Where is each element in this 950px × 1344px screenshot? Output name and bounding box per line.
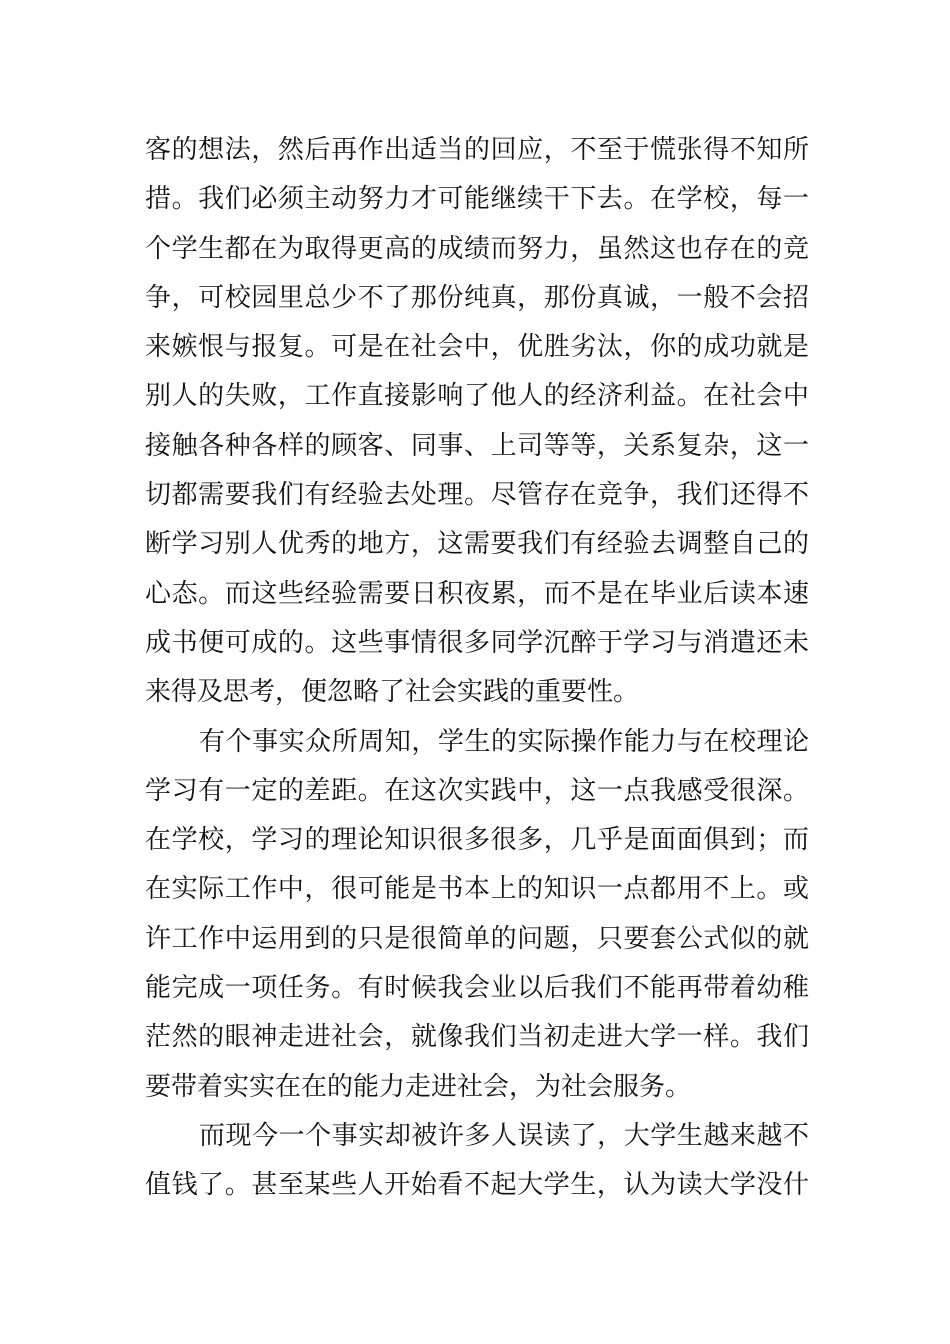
text-line: 学习有一定的差距。在这次实践中，这一点我感受很深。 (145, 775, 809, 806)
text-line: 客的想法，然后再作出适当的回应，不至于慌张得不知所 (145, 135, 809, 165)
text-line: 茫然的眼神走进社会，就像我们当初走进大学一样。我们 (145, 1022, 809, 1053)
text-line: 来得及思考，便忽略了社会实践的重要性。 (145, 677, 640, 708)
text-line: 能完成一项任务。有时候我会业以后我们不能再带着幼稚 (145, 973, 809, 1004)
text-line: 断学习别人优秀的地方，这需要我们有经验去调整自己的 (145, 529, 809, 560)
text-line: 值钱了。甚至某些人开始看不起大学生，认为读大学没什 (145, 1170, 809, 1201)
body-text (145, 126, 809, 1211)
text-line: 接触各种各样的顾客、同事、上司等等，关系复杂，这一 (145, 430, 809, 461)
paragraph-first-line: 有个事实众所周知，学生的实际操作能力与在校理论 (199, 726, 809, 757)
text-line: 别人的失败，工作直接影响了他人的经济利益。在社会中 (145, 381, 809, 412)
text-line: 要带着实实在在的能力走进社会，为社会服务。 (145, 1071, 692, 1102)
text-line: 在学校，学习的理论知识很多很多，几乎是面面俱到；而 (145, 825, 809, 856)
paragraph-first-line: 而现今一个事实却被许多人误读了，大学生越来越不 (199, 1120, 809, 1151)
text-line: 来嫉恨与报复。可是在社会中，优胜劣汰，你的成功就是 (145, 332, 809, 363)
text-line: 成书便可成的。这些事情很多同学沉醉于学习与消遣还未 (145, 627, 809, 658)
text-line: 心态。而这些经验需要日积夜累，而不是在毕业后读本速 (145, 578, 809, 609)
text-line: 措。我们必须主动努力才可能继续干下去。在学校，每一 (145, 184, 809, 215)
text-line: 切都需要我们有经验去处理。尽管存在竞争，我们还得不 (145, 480, 809, 511)
text-line: 争，可校园里总少不了那份纯真，那份真诚，一般不会招 (145, 282, 809, 313)
text-line: 个学生都在为取得更高的成绩而努力，虽然这也存在的竞 (145, 233, 809, 264)
text-line: 许工作中运用到的只是很简单的问题，只要套公式似的就 (145, 923, 809, 954)
text-line: 在实际工作中，很可能是书本上的知识一点都用不上。或 (145, 874, 809, 905)
